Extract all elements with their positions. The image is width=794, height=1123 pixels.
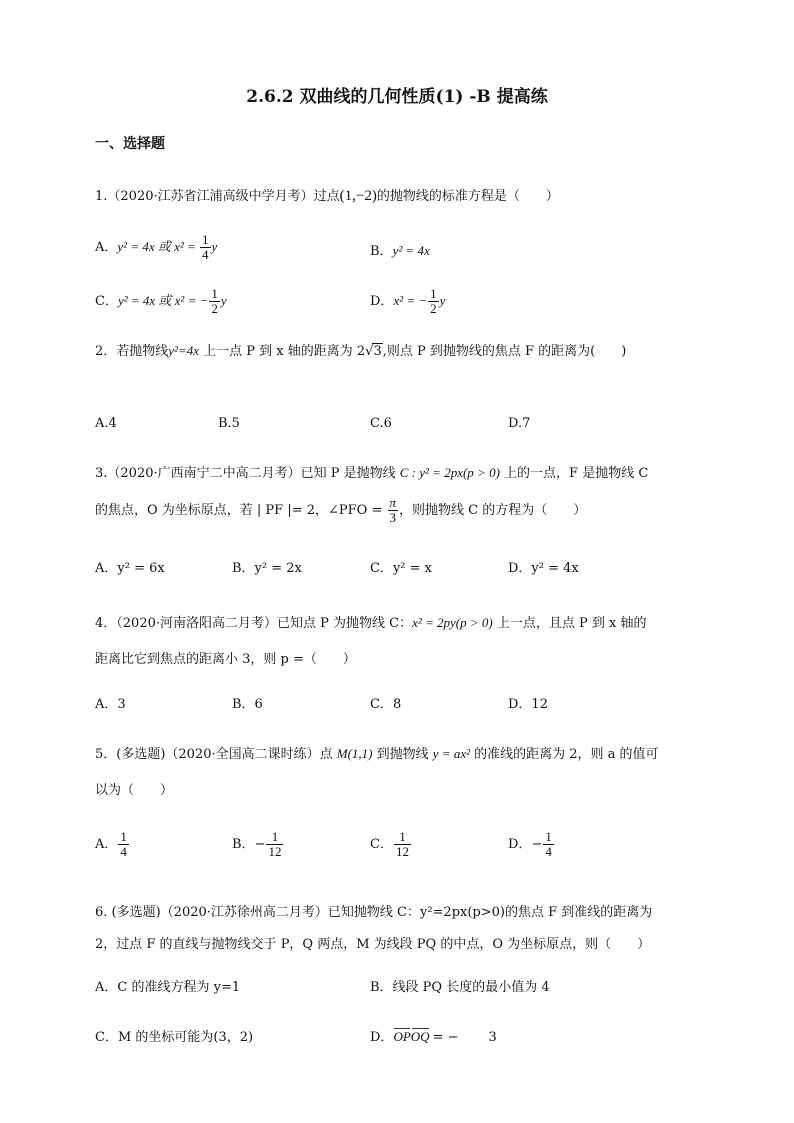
- question-1-option-a[interactable]: A．y² = 4x 或 x² = $\frac{1}{4}$ y: [95, 232, 218, 262]
- question-6-option-d[interactable]: D．OPOQ = − 3: [370, 1029, 497, 1045]
- question-4-option-c[interactable]: C．8: [370, 697, 402, 712]
- question-6-stem-line-1: 6. (多选题)（2020·江苏徐州高二月考）已知抛物线 C：y²=2px(p>0)的焦点 F 到准线的距离为: [95, 905, 653, 920]
- fraction: $\frac{\pi}{3}$: [389, 495, 397, 525]
- question-2-stem: 2．若抛物线y²=4x 上一点 P 到 x 轴的距离为 2√3,则点 P 到抛物线的焦点 F 的距离为( ): [95, 343, 627, 359]
- question-6-option-a[interactable]: A．C 的准线方程为 y=1: [95, 980, 241, 995]
- question-2-option-d[interactable]: D.7: [508, 416, 531, 431]
- question-5-option-a[interactable]: A． $\frac{1}{4}$: [95, 829, 127, 859]
- fraction: $\frac{1}{2}$: [430, 286, 437, 316]
- question-5-option-c[interactable]: C． $\frac{1}{12}$: [370, 829, 409, 859]
- question-4-option-a[interactable]: A．3: [95, 697, 126, 712]
- question-4-stem-line-2: 距离比它到焦点的距离小 3，则 p =（ ）: [95, 652, 356, 667]
- question-5-stem-line-2: 以为（ ）: [95, 783, 174, 798]
- fraction: $\frac{1}{4}$: [545, 829, 552, 859]
- question-5-stem-line-1: 5．(多选题)（2020·全国高二课时练）点 M(1,1) 到抛物线 y = ax² 的准线的距离为 2，则 a 的值可: [95, 746, 659, 762]
- question-3-option-a[interactable]: A．y² = 6x: [95, 561, 165, 576]
- question-4-option-b[interactable]: B．6: [232, 697, 263, 712]
- question-3-option-d[interactable]: D．y² = 4x: [508, 561, 579, 576]
- question-4-option-d[interactable]: D．12: [508, 697, 548, 712]
- question-5-option-b[interactable]: B．− $\frac{1}{12}$: [232, 829, 282, 859]
- question-6-option-b[interactable]: B．线段 PQ 长度的最小值为 4: [370, 980, 550, 995]
- question-1-option-d[interactable]: D．x² = − $\frac{1}{2}$ y: [370, 286, 446, 316]
- question-1-option-b[interactable]: B．y² = 4x: [370, 243, 430, 259]
- fraction: $\frac{1}{4}$: [120, 829, 127, 859]
- fraction: $\frac{1}{12}$: [268, 829, 282, 859]
- vector-oq: OQ: [410, 1029, 430, 1044]
- question-2-option-c[interactable]: C.6: [370, 416, 392, 431]
- fraction: $\frac{1}{2}$: [211, 286, 218, 316]
- question-3-stem-line-2: 的焦点，O 为坐标原点，若 | PF |= 2，∠PFO = $\frac{\pi}{3}$ ，则抛物线 C 的方程为（ ）: [95, 495, 587, 525]
- question-3-option-c[interactable]: C．y² = x: [370, 561, 432, 576]
- question-2-option-b[interactable]: B.5: [218, 416, 240, 431]
- vector-op: OP: [393, 1029, 411, 1044]
- question-1-option-c[interactable]: C．y² = 4x 或 x² = − $\frac{1}{2}$ y: [95, 286, 227, 316]
- sqrt-sign: √: [365, 344, 374, 359]
- question-6-option-c[interactable]: C．M 的坐标可能为(3，2): [95, 1030, 254, 1045]
- question-4-stem-line-1: 4．（2020·河南洛阳高二月考）已知点 P 为抛物线 C：x² = 2py(p > 0) 上一点，且点 P 到 x 轴的: [95, 615, 647, 631]
- question-1-stem: 1.（2020·江苏省江浦高级中学月考）过点(1,−2)的抛物线的标准方程是（ ）: [95, 188, 559, 204]
- question-2-option-a[interactable]: A.4: [95, 416, 117, 431]
- fraction: $\frac{1}{12}$: [395, 829, 409, 859]
- question-6-stem-line-2: 2，过点 F 的直线与抛物线交于 P，Q 两点，M 为线段 PQ 的中点，O 为坐标原点，则（ ）: [95, 937, 651, 952]
- fraction: $\frac{1}{4}$: [202, 232, 209, 262]
- page-title: 2.6.2 双曲线的几何性质(1) -B 提高练: [246, 87, 548, 107]
- section-heading: 一、选择题: [95, 136, 165, 152]
- question-3-option-b[interactable]: B．y² = 2x: [232, 561, 302, 576]
- question-3-stem-line-1: 3.（2020·广西南宁二中高二月考）已知 P 是抛物线 C : y² = 2px(p > 0) 上的一点，F 是抛物线 C: [95, 465, 649, 481]
- question-5-option-d[interactable]: D．− $\frac{1}{4}$: [508, 829, 552, 859]
